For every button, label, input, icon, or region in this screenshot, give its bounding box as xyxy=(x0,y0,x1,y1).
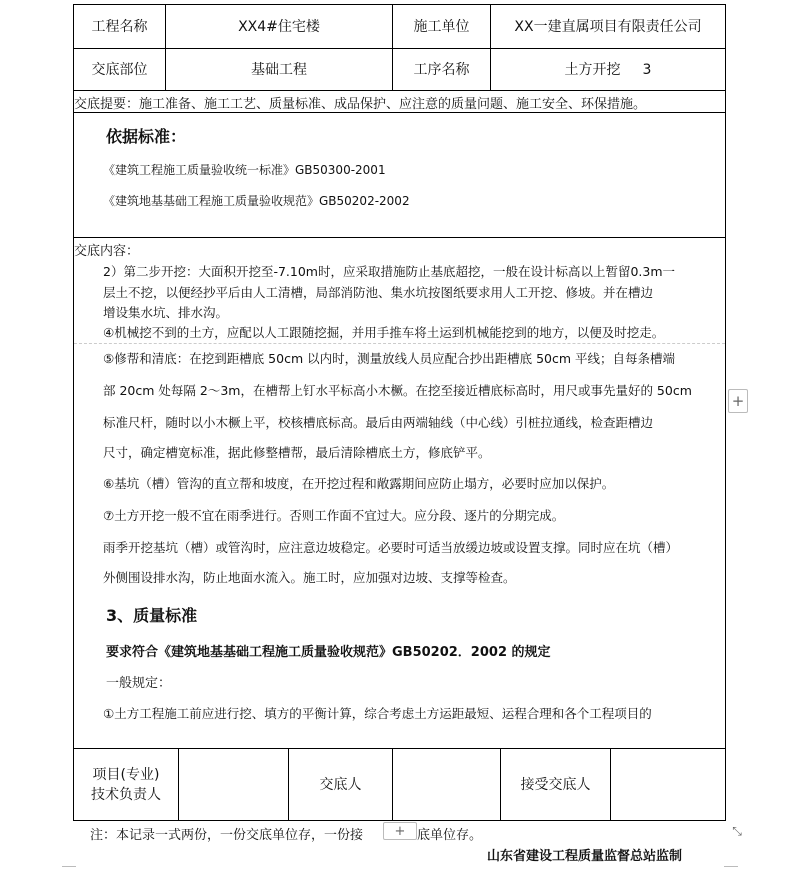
footer-col3 xyxy=(392,748,393,820)
note-tail: 底单位存。 xyxy=(417,828,483,843)
content2-line-4: 尺寸，确定槽宽标准，据此修整槽帮，最后清除槽底土方，修底铲平。 xyxy=(103,445,491,460)
basis-bottom xyxy=(73,237,726,238)
note-text: 注：本记录一式两份，一份交底单位存，一份接 xyxy=(90,828,364,843)
content2-line-3: 标准尺杆，随时以小木橛上平，校核槽底标高。最后由两端轴线（中心线）引桩拉通线，检查距槽边 xyxy=(103,415,654,430)
project-name-label: 工程名称 xyxy=(91,18,148,35)
content2-line-5: ⑥基坑（槽）管沟的直立帮和坡度，在开挖过程和敞露期间应防止塌方，必要时应加以保护。 xyxy=(103,476,615,491)
content2-line-8: 外侧围设排水沟，防止地面水流入。施工时，应加强对边坡、支撑等检查。 xyxy=(103,570,516,585)
content-label: 交底内容： xyxy=(74,244,140,259)
footer-col1 xyxy=(178,748,179,820)
content-line-3: 增设集水坑、排水沟。 xyxy=(103,305,229,320)
part-label: 交底部位 xyxy=(91,61,148,78)
process-number: 3 xyxy=(642,61,652,78)
content2-line-7: 雨季开挖基坑（槽）或管沟时，应注意边坡稳定。必要时可适当放缓边坡或设置支撑。同时应在坑（槽） xyxy=(103,540,679,555)
table-left-border xyxy=(73,4,74,820)
briefer-label: 交底人 xyxy=(319,776,362,793)
tech-lead-label xyxy=(74,749,178,820)
quality-requirement: 要求符合《建筑地基基础工程施工质量验收规范》GB50202．2002 的规定 xyxy=(106,645,551,660)
footer-col5 xyxy=(610,748,611,820)
general-label: 一般规定： xyxy=(106,676,172,691)
tech-lead-label-2: 技术负责人 xyxy=(91,786,161,803)
supervision-text: 山东省建设工程质量监督总站监制 xyxy=(487,849,683,864)
corner-mark xyxy=(62,866,76,867)
tech-lead-label-1: 项目(专业) xyxy=(92,766,160,783)
content-line-4: ④机械挖不到的土方，应配以人工跟随挖掘，并用手推车将土运到机械能挖到的地方，以便及时挖走。 xyxy=(103,325,665,340)
page-break-marker xyxy=(74,343,725,344)
plus-icon[interactable]: + xyxy=(728,389,748,413)
basis-item-2: 《建筑地基基础工程施工质量验收规范》GB50202-2002 xyxy=(103,194,410,208)
construction-unit-label: 施工单位 xyxy=(413,18,470,35)
row2-bottom xyxy=(73,90,726,91)
process-label: 工序名称 xyxy=(413,61,470,78)
project-name-value: XX4#住宅楼 xyxy=(238,18,320,35)
process-value: 土方开挖 xyxy=(564,61,621,78)
content2-line-1: ⑤修帮和清底：在挖到距槽底 50cm 以内时，测量放线人员应配合抄出距槽底 50cm 平线；自每条槽端 xyxy=(103,351,676,366)
summary-text: 交底提要：施工准备、施工工艺、质量标准、成品保护、应注意的质量问题、施工安全、环保措施。 xyxy=(74,97,647,112)
content2-line-2: 部 20cm 处每隔 2～3m，在槽帮上钉水平标高小木橛。在挖至接近槽底标高时，用尺或事先量好的 50cm xyxy=(103,383,692,398)
process-value-cell xyxy=(491,49,725,90)
part-value: 基础工程 xyxy=(251,61,307,78)
expand-icon[interactable]: ⤡ xyxy=(728,822,746,840)
summary-bottom xyxy=(73,112,726,113)
construction-unit-value: XX一建直属项目有限责任公司 xyxy=(514,18,702,35)
general-item: ①土方工程施工前应进行挖、填方的平衡计算，综合考虑土方运距最短、运程合理和各个工程项目的 xyxy=(103,706,652,721)
content-line-2: 层土不挖，以便经抄平后由人工清槽，局部消防池、集水坑按图纸要求用人工开挖、修坡。并在槽边 xyxy=(103,285,654,300)
basis-title: 依据标准： xyxy=(106,127,187,146)
plus-icon[interactable]: + xyxy=(383,822,417,840)
basis-item-1: 《建筑工程施工质量验收统一标准》GB50300-2001 xyxy=(103,163,386,177)
table-right-border xyxy=(725,4,726,820)
quality-title: 3、质量标准 xyxy=(106,606,198,625)
content2-line-6: ⑦土方开挖一般不宜在雨季进行。否则工作面不宜过大。应分段、逐片的分期完成。 xyxy=(103,508,565,523)
receiver-label: 接受交底人 xyxy=(520,776,591,793)
table-bottom-border xyxy=(73,820,726,821)
content-line-1: 2）第二步开挖：大面积开挖至-7.10m时，应采取措施防止基底超挖，一般在设计标高以上暂留0.3m一 xyxy=(103,264,676,279)
corner-mark xyxy=(724,866,738,867)
